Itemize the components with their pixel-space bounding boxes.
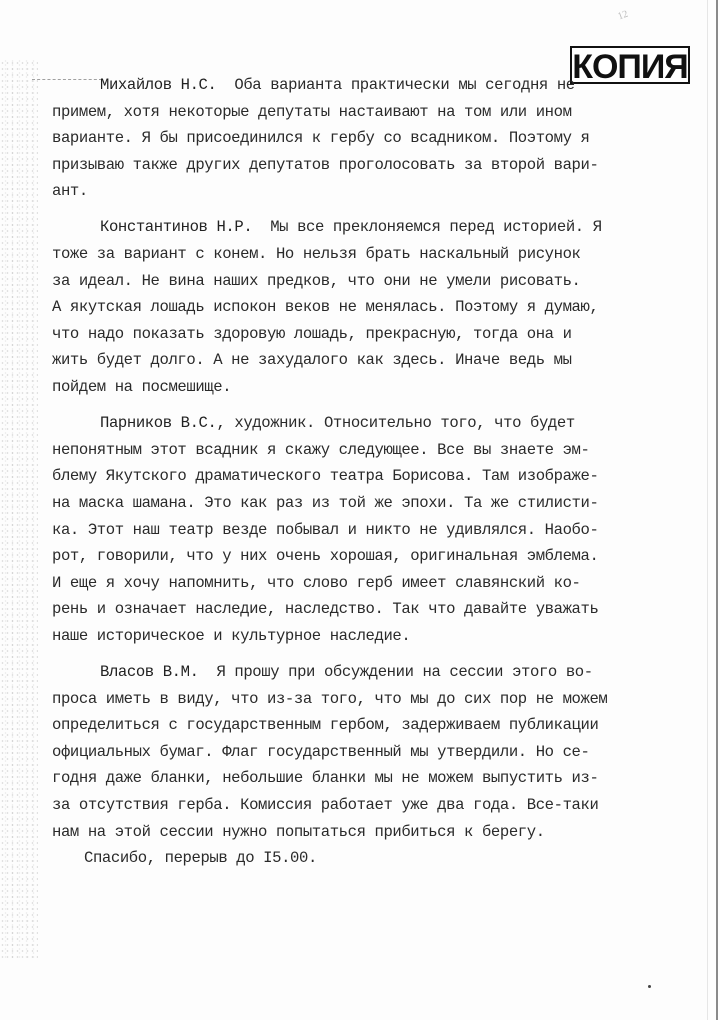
speaker-name: Власов В.М. [100, 662, 199, 681]
text-line: призываю также других депутатов проголосовать за второй вари- [52, 155, 599, 174]
text-line: рот, говорили, что у них очень хорошая, оригинальная эмблема. [52, 547, 599, 566]
text-line: проса иметь в виду, что из-за того, что мы до сих пор не можем [52, 689, 608, 708]
paragraph-mikhailov [52, 72, 599, 205]
text-line: официальных бумаг. Флаг государственный мы утвердили. Но се- [52, 742, 590, 761]
text-line: блему Якутского драматического театра Борисова. Там изображе- [52, 467, 599, 486]
text-line: А якутская лошадь испокон веков не менялась. Поэтому я думаю, [52, 298, 599, 317]
text-line: ант. [52, 182, 88, 201]
text-line: нам на этой сессии нужно попытаться прибиться к берегу. [52, 822, 545, 841]
text-line: что надо показать здоровую лошадь, прекрасную, тогда она и [52, 324, 572, 343]
scan-speck [648, 985, 651, 988]
speaker-name: Михайлов Н.С. [100, 76, 217, 94]
scan-edge-noise [0, 60, 38, 960]
text-line: жить будет долго. А не захудалого как здесь. Иначе ведь мы [52, 351, 572, 370]
text-line [52, 72, 592, 99]
text-line: за идеал. Не вина наших предков, что они не умели рисовать. [52, 271, 581, 290]
text-line: определиться с государственным гербом, задерживаем публикации [52, 716, 599, 735]
line-text: Оба варианта практически мы сегодня не [216, 76, 575, 94]
text-line [52, 410, 592, 437]
text-line: И еще я хочу напомнить, что слово герб имеет славянский ко- [52, 573, 581, 592]
copy-stamp: КОПИЯ [570, 46, 690, 84]
page-number-mark: 12 [616, 8, 630, 23]
text-line: пойдем на посмешище. [52, 378, 232, 397]
text-line: ка. Этот наш театр везде побывал и никто не удивлялся. Наобо- [52, 520, 599, 539]
line-text: Мы все преклоняемся перед историей. Я [252, 218, 602, 237]
speaker-name: Парников В.С., [100, 414, 226, 433]
text-line: наше историческое и культурное наследие. [52, 626, 411, 645]
closing-line: Спасибо, перерыв до I5.00. [84, 849, 317, 868]
text-line: годня даже бланки, небольшие бланки мы не можем выпустить из- [52, 769, 599, 788]
scan-border-light [707, 0, 708, 1020]
text-line [52, 214, 602, 241]
paragraph-parnikov [52, 410, 599, 649]
line-text: Я прошу при обсуждении на сессии этого во- [198, 662, 593, 681]
text-line [52, 659, 592, 686]
scan-border [716, 0, 718, 1020]
transcript-body [52, 72, 608, 872]
text-line: примем, хотя некоторые депутаты настаивают на том или ином [52, 102, 572, 121]
paragraph-vlasov [52, 659, 608, 845]
line-text: художник. Относительно того, что будет [225, 414, 575, 433]
speaker-name: Константинов Н.Р. [100, 218, 253, 237]
text-line: на маска шамана. Это как раз из той же эпохи. Та же стилисти- [52, 493, 599, 512]
text-line: рень и означает наследие, наследство. Так что давайте уважать [52, 600, 599, 619]
text-line: тоже за вариант с конем. Но нельзя брать наскальный рисунок [52, 245, 581, 264]
text-line: непонятным этот всадник я скажу следующее. Все вы знаете эм- [52, 440, 590, 459]
text-line: за отсутствия герба. Комиссия работает уже два года. Все-таки [52, 795, 599, 814]
text-line: варианте. Я бы присоединился к гербу со всадником. Поэтому я [52, 129, 590, 148]
paragraph-konstantinov [52, 214, 602, 400]
